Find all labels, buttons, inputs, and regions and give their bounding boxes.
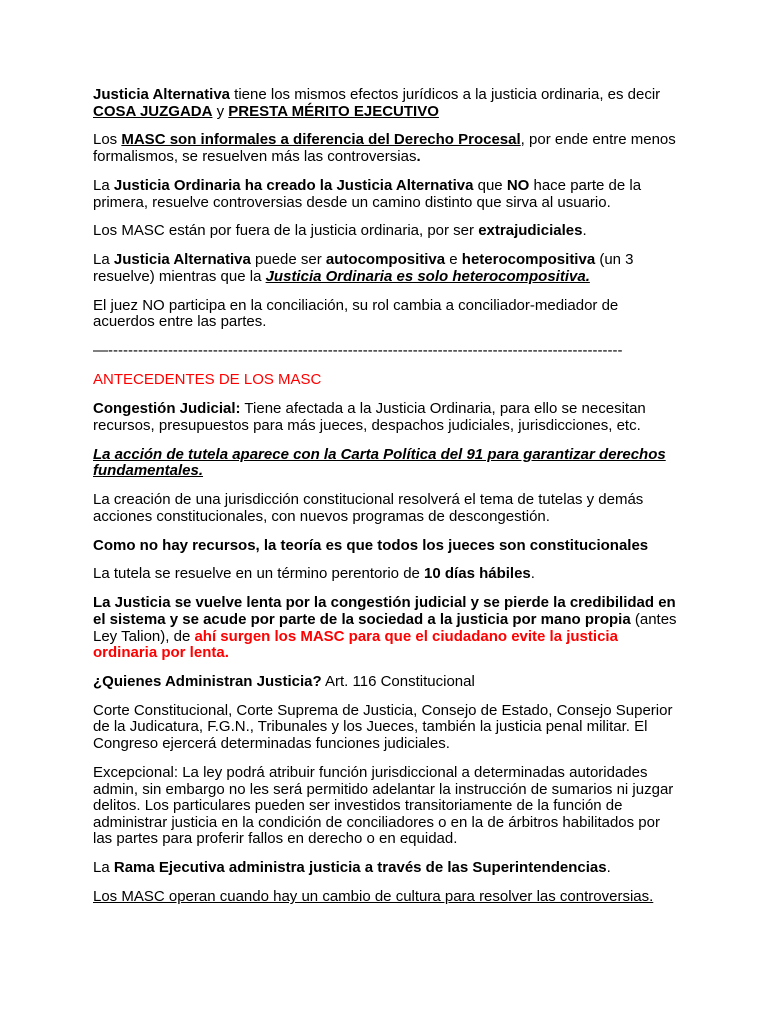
term-heterocompositiva: heterocompositiva (461, 251, 596, 269)
paragraph-congestion-judicial (93, 401, 683, 434)
text: . (582, 222, 587, 240)
paragraph-masc-informales (93, 132, 683, 165)
text: La Justicia se vuelve lenta por la congestión judicial y se pierde la credibilidad en el sistema y se acude por parte de la sociedad a la justicia por mano propia (93, 594, 676, 628)
paragraph-juez-conciliacion: El juez NO participa en la conciliación, su rol cambia a conciliador-mediador de acuerdos entre las partes. (93, 296, 619, 331)
text: puede ser (250, 251, 326, 269)
text: que (473, 176, 507, 194)
term-justicia-alternativa: Justicia Alternativa (113, 251, 251, 269)
paragraph-excepcional: Excepcional: La ley podrá atribuir función jurisdiccional a determinadas autoridades admin, sin embargo no les será permitido adelantar la instrucción de sumarios ni juzgar delitos. Los particulares pueden ser investidos transitoriamente de la función de administrar justicia en la condición de conciliadores o en la de árbitros habilitados por las partes para proferir fallos en derecho o en equidad. (93, 763, 674, 848)
text: Los MASC están por fuera de la justicia ordinaria, por ser (93, 222, 479, 240)
text: (antes Ley Talion), de (93, 610, 677, 645)
text: (un 3 resuelve) mientras que la (93, 251, 634, 285)
text: tiene los mismos efectos jurídicos a la justicia ordinaria, es decir (230, 86, 661, 103)
paragraph-jurisdiccion-constitucional: La creación de una jurisdicción constitucional resolverá el tema de tutelas y demás acciones constitucionales, con nuevos programas de descongestión. (93, 491, 644, 525)
text: . (530, 565, 535, 583)
term-cosa-juzgada: COSA JUZGADA (93, 102, 213, 120)
paragraph-autocompositiva (93, 252, 683, 285)
text: La (93, 176, 114, 194)
paragraph-extrajudiciales (93, 223, 683, 240)
paragraph-accion-tutela: La acción de tutela aparece con la Carta Política del 91 para garantizar derechos fundamentales. (93, 445, 666, 480)
term-autocompositiva: autocompositiva (325, 251, 446, 269)
term-masc-informales: MASC son informales a diferencia del Derecho Procesal (121, 131, 521, 149)
text: y (212, 102, 229, 120)
term-surgen-masc: ahí surgen los MASC para que el ciudadano evite la justicia ordinaria por lenta. (93, 627, 618, 662)
term-ordinaria-heterocompositiva: Justicia Ordinaria es solo heterocompositiva. (265, 267, 590, 285)
text: La tutela se resuelve en un término perentorio de (93, 565, 425, 583)
term-congestion-judicial: Congestión Judicial: (93, 400, 241, 418)
text: La (93, 251, 114, 269)
paragraph-rama-ejecutiva (93, 860, 683, 877)
term-10-dias: 10 días hábiles (424, 565, 531, 583)
term-no: NO (506, 176, 530, 194)
text: e (445, 251, 462, 269)
paragraph-efectos-juridicos (93, 87, 683, 120)
term-justicia-alternativa: Justicia Alternativa (93, 86, 230, 103)
text: hace parte de la primera, resuelve controversias desde un camino distinto que sirva al usuario. (93, 176, 642, 211)
paragraph-justicia-lenta (93, 595, 683, 661)
term-presta-merito: PRESTA MÉRITO EJECUTIVO (228, 102, 439, 120)
text: Art. 116 Constitucional (321, 673, 475, 690)
text: Los (93, 131, 122, 149)
text: . (416, 148, 421, 166)
term-rama-ejecutiva: Rama Ejecutiva administra justicia a través de las Superintendencias (113, 859, 607, 877)
term-extrajudiciales: extrajudiciales (478, 222, 583, 240)
text: , por ende entre menos formalismos, se resuelven más las controversias (93, 131, 676, 166)
paragraph-tutela-termino (93, 566, 683, 583)
section-heading: ANTECEDENTES DE LOS MASC (93, 371, 322, 389)
text: La (93, 859, 114, 877)
term-quienes-administran: ¿Quienes Administran Justicia? (93, 673, 322, 690)
term-ordinaria-alternativa: Justicia Ordinaria ha creado la Justicia Alternativa (113, 176, 474, 194)
separator-line: —------------------------------------------------------------------------------------------------------- (93, 343, 623, 360)
text: . (606, 859, 611, 877)
paragraph-corte-constitucional: Corte Constitucional, Corte Suprema de Justicia, Consejo de Estado, Consejo Superior de la Judicatura, F.G.N., Tribunales y los Jueces, también la justicia penal militar. El Congreso ejercerá determinadas funciones judiciales. (93, 701, 673, 753)
document-body (93, 87, 683, 918)
text: Tiene afectada a la Justicia Ordinaria, para ello se necesitan recursos, presupuestos para más jueces, despachos judiciales, jurisdicciones, etc. (93, 400, 646, 434)
paragraph-justicia-ordinaria (93, 178, 683, 211)
paragraph-quienes-administran (93, 674, 683, 691)
paragraph-cambio-cultura: Los MASC operan cuando hay un cambio de cultura para resolver las controversias. (93, 888, 654, 906)
paragraph-jueces-constitucionales: Como no hay recursos, la teoría es que todos los jueces son constitucionales (93, 536, 649, 554)
